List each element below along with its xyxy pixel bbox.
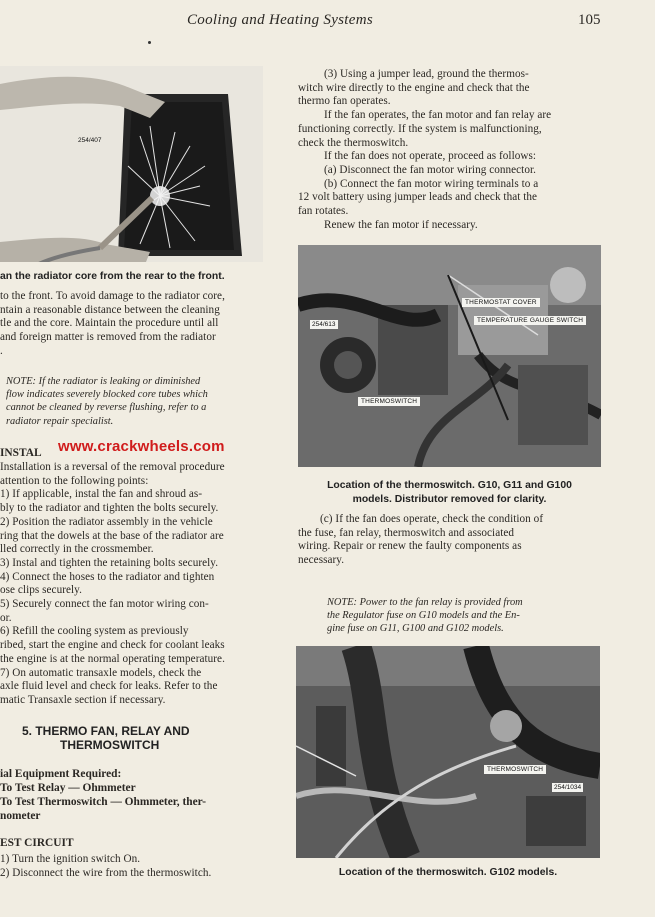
text-line: and foreign matter is removed from the radiator [0,331,216,344]
text-line: ntain a reasonable distance between the cleaning [0,303,220,316]
text-line: 1) If applicable, instal the fan and shroud as- [0,488,203,501]
text-line: 5) Securely connect the fan motor wiring con- [0,598,209,611]
text-line: attention to the following points: [0,474,149,487]
equipment-line: nometer [0,810,41,822]
thermoswitch-caption-g10 [298,479,601,506]
thermoswitch-caption-g102: Location of the thermoswitch. G102 models. [338,867,558,878]
text-line: 4) Connect the hoses to the radiator and tighten [0,570,215,583]
text-line: Renew the fan motor if necessary. [324,218,478,231]
section-heading-line: THERMOSWITCH [60,738,160,752]
text-line: witch wire directly to the engine and check that the [298,81,530,94]
text-line: (a) Disconnect the fan motor wiring connector. [324,163,536,176]
note-line: radiator repair specialist. [6,415,114,427]
note-line: gine fuse on G11, G100 and G102 models. [327,623,504,635]
label-temp-gauge-switch: TEMPERATURE GAUGE SWITCH [474,316,586,325]
section-heading [22,724,190,752]
radiator-flush-illustration [0,66,263,262]
engine-bay-illustration [298,245,601,467]
text-line: the fuse, fan relay, thermoswitch and associated [298,526,515,539]
label-thermoswitch: THERMOSWITCH [358,397,420,406]
text-line: check the thermoswitch. [298,136,409,149]
engine-hoses-illustration [296,646,600,858]
text-line: Installation is a reversal of the removal procedure [0,461,225,473]
text-line: 3) Instal and tighten the retaining bolts securely. [0,556,219,569]
install-steps [0,461,225,708]
text-line: 7) On automatic transaxle models, check the [0,666,202,679]
text-line: 2) Disconnect the wire from the thermoswitch. [0,866,212,879]
figure-id: 254/1034 [554,784,582,791]
note-line: the Regulator fuse on G10 models and the En- [327,610,520,622]
text-line: or. [0,611,12,624]
text-line: . [0,344,3,357]
text-line: If the fan does not operate, proceed as follows: [324,150,537,163]
flush-paragraph [0,290,225,359]
note-line: cannot be cleaned by reverse flushing, refer to a [6,402,207,414]
label-thermostat-cover: THERMOSTAT COVER [462,298,540,307]
text-line: to the front. To avoid damage to the radiator core, [0,290,225,302]
text-line: the engine is at the normal operating temperature. [0,652,225,665]
caption-line: Location of the thermoswitch. G10, G11 and G100 [327,480,572,491]
install-heading: INSTAL [0,447,42,459]
running-header-title: Cooling and Heating Systems [187,12,374,28]
radiator-note [6,375,208,428]
text-line: ose clips securely. [0,584,82,597]
text-line: matic Transaxle section if necessary. [0,693,166,706]
special-equipment [0,767,206,823]
text-line: bly to the radiator and tighten the bolts securely. [0,502,219,515]
text-line: tle and the core. Maintain the procedure until all [0,317,219,330]
equipment-line: ial Equipment Required: [0,768,122,780]
text-line: ring that the dowels at the base of the radiator are [0,529,224,542]
text-line: 6) Refill the cooling system as previously [0,625,189,638]
test-circuit-heading: EST CIRCUIT [0,837,74,849]
text-line: lled correctly in the crossmember. [0,543,154,556]
equipment-line: To Test Relay — Ohmmeter [0,782,136,794]
text-line: thermo fan operates. [298,95,391,108]
radiator-flush-photo [0,66,263,262]
equipment-line: To Test Thermoswitch — Ohmmeter, ther- [0,796,207,808]
text-line: 1) Turn the ignition switch On. [0,853,141,865]
radiator-flush-caption: an the radiator core from the rear to the front. [0,271,225,282]
text-line: (3) Using a jumper lead, ground the thermos- [324,68,529,80]
note-line: flow indicates severely blocked core tubes which [6,389,208,401]
text-line: axle fluid level and check for leaks. Refer to the [0,680,218,693]
text-line: (b) Connect the fan motor wiring terminals to a [324,177,539,190]
figure-id: 254/407 [78,137,102,144]
watermark-link[interactable]: www.crackwheels.com [58,438,225,455]
text-line: ribed, start the engine and check for coolant leaks [0,639,225,652]
jumper-test-paragraph [298,68,551,232]
text-line: necessary. [298,554,345,567]
page-number: 105 [578,12,601,28]
figure-id: 254/613 [312,321,336,328]
text-line: 2) Position the radiator assembly in the vehicle [0,515,213,528]
print-speck [148,41,151,44]
note-line: NOTE: Power to the fan relay is provided from [327,597,523,608]
text-line: 12 volt battery using jumper leads and check that the [298,191,538,204]
fan-relay-note [327,596,523,636]
text-line: fan rotates. [298,205,349,218]
note-line: NOTE: If the radiator is leaking or diminished [6,376,201,387]
thermoswitch-photo-g10 [298,245,601,467]
section-heading-line: 5. THERMO FAN, RELAY AND [22,724,190,738]
fan-operates-paragraph [298,513,543,568]
text-line: If the fan operates, the fan motor and fan relay are [324,109,552,122]
text-line: (c) If the fan does operate, check the condition of [320,513,544,525]
label-thermoswitch: THERMOSWITCH [484,765,546,774]
text-line: functioning correctly. If the system is malfunctioning, [298,122,542,135]
caption-line: models. Distributor removed for clarity. [352,493,547,505]
text-line: wiring. Repair or renew the faulty components as [298,540,522,553]
test-circuit-steps [0,853,211,880]
thermoswitch-photo-g102 [296,646,600,858]
